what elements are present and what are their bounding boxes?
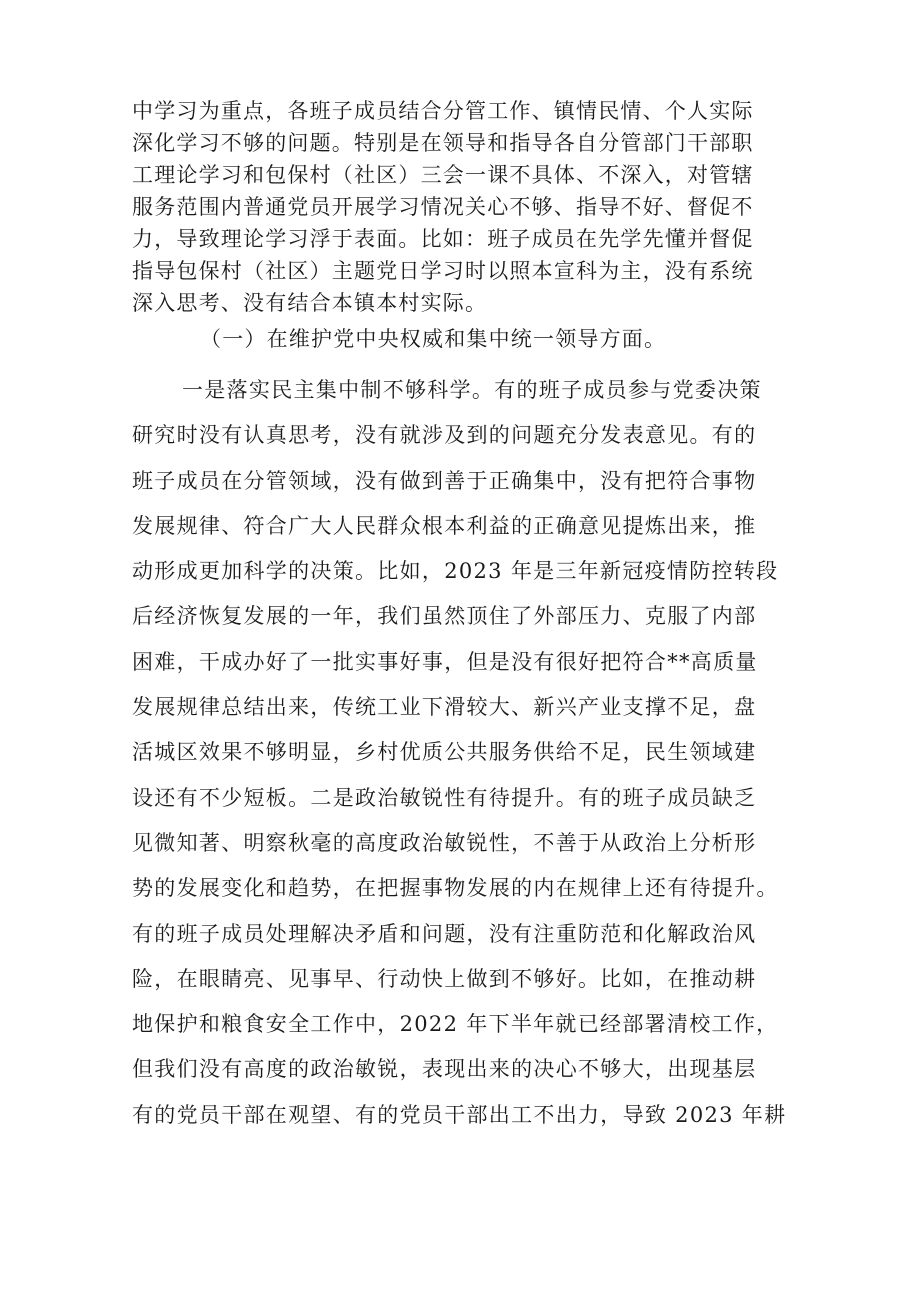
text-line: 服务范围内普通党员开展学习情况关心不够、指导不好、督促不 <box>132 195 754 219</box>
text-line: 有的党员干部在观望、有的党员干部出工不出力，导致 2023 年耕 <box>132 1102 787 1127</box>
text-line: 有的班子成员处理解决矛盾和问题，没有注重防范和化解政治风 <box>132 921 757 946</box>
text-line: 势的发展变化和趋势，在把握事物发展的内在规律上还有待提升。 <box>132 876 779 901</box>
text-line: 险，在眼睛亮、见事早、行动快上做到不够好。比如，在推动耕 <box>132 966 757 991</box>
text-line: 一是落实民主集中制不够科学。有的班子成员参与党委决策 <box>182 378 762 402</box>
text-line: 但我们没有高度的政治敏锐，表现出来的决心不够大，出现基层 <box>132 1057 757 1082</box>
text-line: 指导包保村（社区）主题党日学习时以照本宣科为主，没有系统 <box>132 259 754 283</box>
text-line: 中学习为重点，各班子成员结合分管工作、镇情民情、个人实际 <box>132 99 754 123</box>
text-line: 发展规律、符合广大人民群众根本利益的正确意见提炼出来，推 <box>132 513 757 538</box>
text-line: 见微知著、明察秋毫的高度政治敏锐性，不善于从政治上分析形 <box>132 830 757 855</box>
text-line: 研究时没有认真思考，没有就涉及到的问题充分发表意见。有的 <box>132 423 757 448</box>
text-line: 设还有不少短板。二是政治敏锐性有待提升。有的班子成员缺乏 <box>132 785 757 810</box>
text-line: 活城区效果不够明显，乡村优质公共服务供给不足，民生领域建 <box>132 740 757 765</box>
intro-paragraph <box>132 95 812 319</box>
text-line: 后经济恢复发展的一年，我们虽然顶住了外部压力、克服了内部 <box>132 604 757 629</box>
section-heading: （一）在维护党中央权威和集中统一领导方面。 <box>200 327 667 351</box>
text-line: 深入思考、没有结合本镇本村实际。 <box>132 291 488 315</box>
text-line: 困难，干成办好了一批实事好事，但是没有很好把符合**高质量 <box>132 649 758 674</box>
text-line: 工理论学习和包保村（社区）三会一课不具体、不深入，对管辖 <box>132 163 754 187</box>
body-paragraph <box>132 368 822 1138</box>
text-line: 动形成更加科学的决策。比如，2023 年是三年新冠疫情防控转段 <box>132 559 779 584</box>
text-line: 深化学习不够的问题。特别是在领导和指导各自分管部门干部职 <box>132 131 754 155</box>
text-line: 地保护和粮食安全工作中，2022 年下半年就已经部署清校工作， <box>132 1012 779 1037</box>
text-line: 力，导致理论学习浮于表面。比如：班子成员在先学先懂并督促 <box>132 227 754 251</box>
text-line: 班子成员在分管领域，没有做到善于正确集中，没有把符合事物 <box>132 468 757 493</box>
text-line: 发展规律总结出来，传统工业下滑较大、新兴产业支撑不足，盘 <box>132 695 757 720</box>
